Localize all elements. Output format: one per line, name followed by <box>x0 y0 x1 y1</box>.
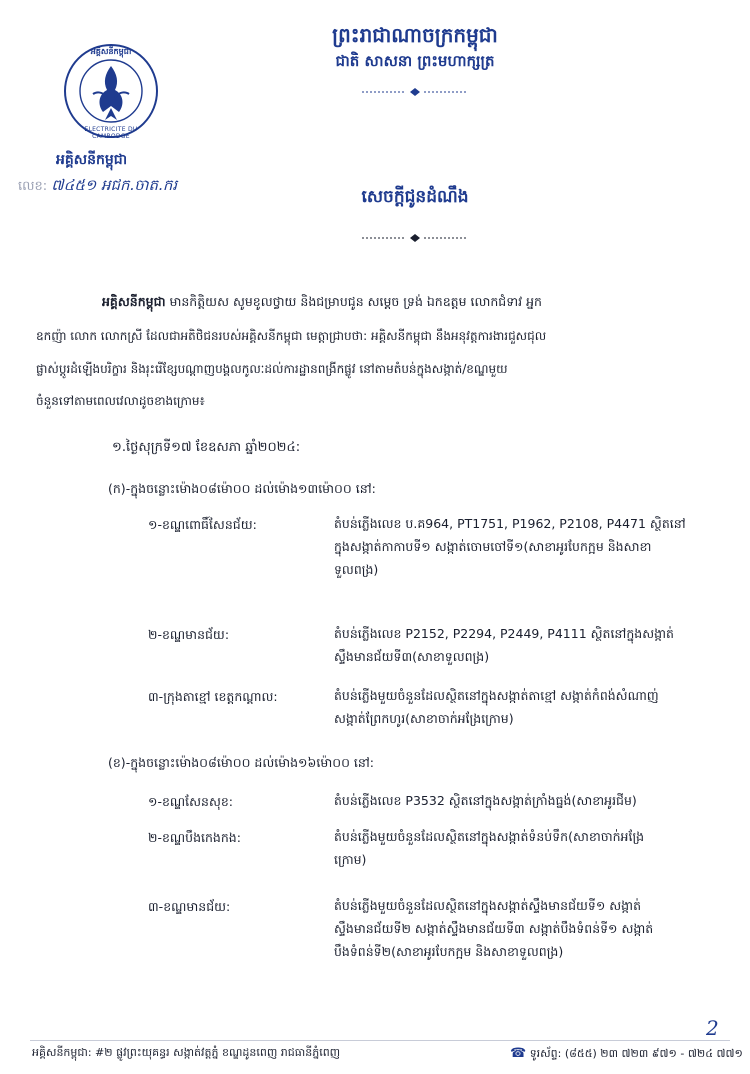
period-b-item-3-label: ៣-ខណ្ឌមានជ័យ: <box>148 899 231 914</box>
period-b-item-3-line-2: ស្ទឹងមានជ័យទី២ សង្កាត់ស្ទឹងមានជ័យទី៣ សង្កាត់បឹងទំពន់ទី១ សង្កាត់ <box>334 921 654 936</box>
period-a-item-2-text <box>334 622 734 668</box>
period-b-item-3-line-3: បឹងទំពន់ទី២(សាខាអូរបែកក្អម និងសាខាទួលពង្រ) <box>334 944 564 959</box>
national-motto: ជាតិ សាសនា ព្រះមហាក្សត្រ <box>335 52 495 70</box>
reference-number <box>18 176 177 198</box>
period-b-item-3-line-1: តំបន់ភ្លើងមួយចំនួនដែលស្ថិតនៅក្នុងសង្កាត់ស្ទឹងមានជ័យទី១ សង្កាត់ <box>334 898 642 913</box>
intro-line-1-text: មានកិត្តិយស សូមខូលថ្វាយ និងជម្រាបជូន សម្តេច ទ្រង់ ឯកឧត្តម លោកជំទាវ អ្នក <box>165 294 542 309</box>
kingdom-title: ព្រះរាជាណាចក្រកម្ពុជា <box>332 23 498 47</box>
organization-name: អគ្គិសនីកម្ពុជា <box>56 152 128 168</box>
phone-icon: ☎ <box>510 1046 527 1061</box>
period-a-item-1-label: ១-ខណ្ឌពោធិ៍សែនជ័យ: <box>148 517 257 532</box>
period-a-item-1-text <box>334 512 734 581</box>
footer-phone <box>510 1046 743 1063</box>
period-a-item-2-line-2: ស្ទឹងមានជ័យទី៣(សាខាទួលពង្រ) <box>334 649 490 664</box>
footer-address: អគ្គិសនីកម្ពុជា: #២ ផ្លូវព្រះយុគន្ធរ សង្កាត់វត្តភ្នំ ខណ្ឌដូនពេញ រាជធានីភ្នំពេញ <box>32 1046 341 1059</box>
period-a-item-2-line-1: តំបន់ភ្លើងលេខ P2152, P2294, P2449, P4111 ស្ថិតនៅក្នុងសង្កាត់ <box>334 626 674 641</box>
period-b-item-2-line-1: តំបន់ភ្លើងមួយចំនួនដែលស្ថិតនៅក្នុងសង្កាត់ទំនប់ទឹក(សាខាចាក់អង្រែ <box>334 829 645 844</box>
period-b-item-1-label: ១-ខណ្ឌសែនសុខ: <box>148 794 234 809</box>
period-b-item-2-label: ២-ខណ្ឌបឹងកេងកង: <box>148 830 241 845</box>
period-b-item-1-text <box>334 789 734 812</box>
period-a-item-1-line-2: ក្នុងសង្កាត់កាកាបទី១ សង្កាត់ចោមចៅទី១(សាខាអូរបែកក្អម និងសាខា <box>334 539 652 554</box>
motto-ornament <box>362 82 468 92</box>
period-a-item-2-label: ២-ខណ្ឌមានជ័យ: <box>148 627 230 642</box>
period-a-item-3-label: ៣-ក្រុងតាខ្មៅ ខេត្តកណ្តាល: <box>148 689 278 704</box>
period-a-item-3-line-2: សង្កាត់ព្រែកហូរ(សាខាចាក់អង្រែក្រោម) <box>334 711 514 726</box>
intro-line-3: ផ្លាស់ប្តូរដំឡើងបរិក្ខារ និងរុះរើខ្សែបណ្តាញបង្គលកូលៈដល់ការដ្ឋានពង្រីកផ្លូវ នៅតាមតំបន់ក្នុងសង្កាត់/ខណ្ឌមួយ <box>36 362 508 376</box>
period-b-item-2-line-2: ក្រោម) <box>334 852 367 867</box>
title-ornament <box>362 228 468 238</box>
reference-value: ៧៤៥១ អជក.ចាត.ករ <box>51 176 178 194</box>
footer-divider <box>30 1040 730 1041</box>
footer-phone-text: ទូរស័ព្ទ: (៨៥៥) ២៣ ៧២៣ ៩៧១ - ៧២៤ ៧៧១ <box>529 1047 743 1060</box>
period-b-heading: (ខ)-ក្នុងចន្លោះម៉ោង០៨ម៉ោ០០ ដល់ម៉ោង១៦ម៉ោ០០ នៅ: <box>108 755 374 770</box>
period-a-item-1-line-3: ទួលពង្រ) <box>334 562 379 577</box>
page-mark: 2 <box>706 1016 719 1040</box>
reference-label: លេខ: <box>18 179 48 194</box>
intro-line-2: ឧកញ៉ា លោក លោកស្រី ដែលជាអតិថិជនរបស់អគ្គិសនីកម្ពុជា មេត្តាជ្រាបថា: អគ្គិសនីកម្ពុជា នឹងអនុវត្តការងារជួសជុល <box>36 329 547 343</box>
edc-logo <box>62 42 160 140</box>
period-b-item-2-text <box>334 825 734 871</box>
period-a-item-3-line-1: តំបន់ភ្លើងមួយចំនួនដែលស្ថិតនៅក្នុងសង្កាត់តាខ្មៅ សង្កាត់កំពង់សំណាញ់ <box>334 688 659 703</box>
logo-text-top: អគ្គិសនីកម្ពុជា <box>90 47 132 56</box>
intro-line-4: ចំនួនទៅតាមពេលវេលាដូចខាងក្រោម៖ <box>36 394 205 408</box>
logo-text-bottom: ELECTRICITE DU CAMBODGE <box>84 126 138 140</box>
period-b-item-3-text <box>334 894 734 963</box>
period-a-item-3-text <box>334 684 734 730</box>
document-title: សេចក្តីជូនដំណឹង <box>361 187 469 207</box>
period-a-heading: (ក)-ក្នុងចន្លោះម៉ោង០៨ម៉ោ០០ ដល់ម៉ោង១៣ម៉ោ០០ នៅ: <box>108 481 376 496</box>
intro-lead: អគ្គិសនីកម្ពុជា <box>102 294 166 309</box>
intro-line-1 <box>102 290 722 314</box>
period-b-item-1-line-1: តំបន់ភ្លើងលេខ P3532 ស្ថិតនៅក្នុងសង្កាត់ក្រាំងធ្នង់(សាខាអូរជីម) <box>334 793 637 808</box>
period-a-item-1-line-1: តំបន់ភ្លើងលេខ ប.គ964, PT1751, P1962, P2108, P4471 ស្ថិតនៅ <box>334 516 686 531</box>
day-heading: ១.ថ្ងៃសុក្រទី១៧ ខែឧសភា ឆ្នាំ២០២៤: <box>112 440 301 455</box>
